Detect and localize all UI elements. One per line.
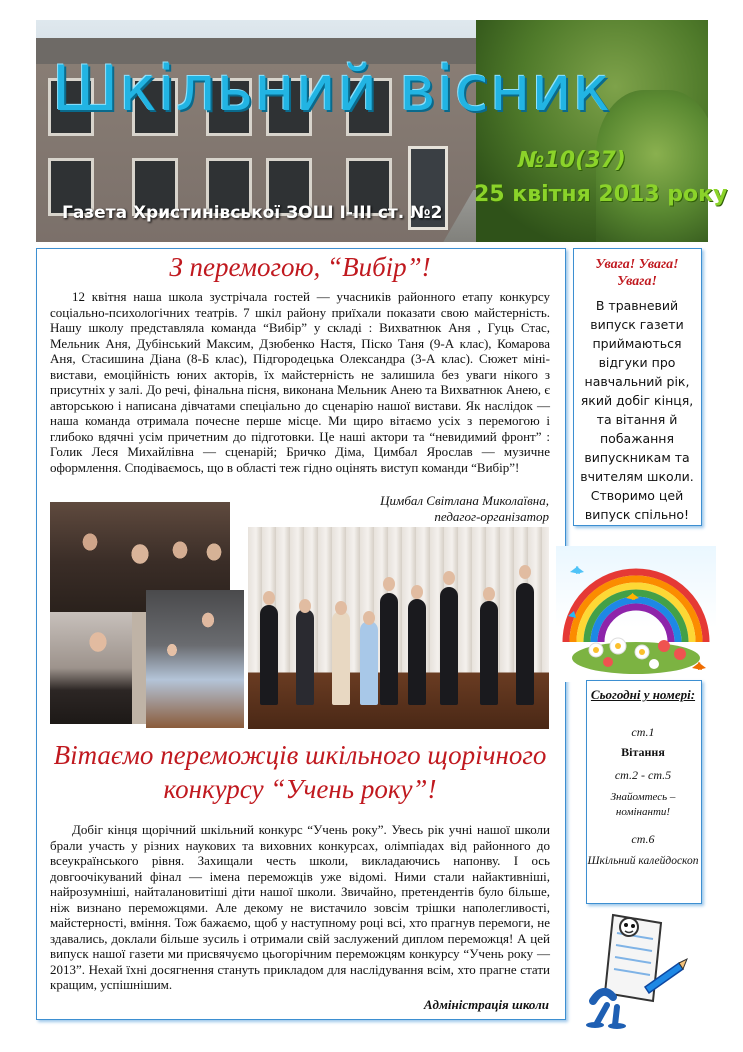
girl-at-screen-photo [50, 612, 132, 724]
contents-heading: Сьогодні у номері: [590, 687, 696, 702]
notice-text: В травневий випуск газети приймаються відгуки про навчальний рік, який добіг кінця, та вітання й побажання випускникам та вчителям школи. Створимо цей випуск спільно! [580, 298, 694, 522]
contents-section-2: Знайомтесь – номінанти! [610, 791, 676, 818]
article-1-body: 12 квітня наша школа зустрічала гостей — учасників районного етапу конкурсу соціально-психологічних театрів. 7 шкіл району приїхали показати свою майстерність. Нашу школу представляла команда “Вибір” у складі : Вихватнюк Аня , Гуць Стас, Мельник Аня, Дубінський Максим, Дзюбенко Настя, Піско Таня (9-А клас), Комарова Аня, Стасишина Діана (8-Б клас), Підгородецька Олександра (3-А клас). Сюжет міні-вистави, емоційність юних акторів, їх майстерність не залишила без уваги нікого з присутніх у залі. До речі, фінальна пісня, виконана Мельник Анею та Вихватнюк Анею, є авторською і написана дівчатами спеціально до сценарію нашої вистави. Як наслідок — наша команда отримала почесне перше місце. Ми щиро вітаємо усіх з перемогою і глибоко вдячні усім причетним до підготовки. Це наші актори та “невидимий фронт” : Голик Леся Михайлівна — сценарій; Бричко Діма, Цимбал Ярослав — музичне оформлення. Сподіваємось, що в області теж гідно оцінять виступ команди “Вибір”! [50, 289, 550, 475]
article-1-headline: З перемогою, “Вибір”! [169, 252, 431, 282]
contents-section-1: Вітання [621, 745, 665, 759]
contents-page-3: ст.6 [631, 832, 655, 846]
newspaper-title: Шкільний вісник [52, 52, 612, 125]
stage-cast-photo [248, 527, 549, 729]
article-1-author-name: Цимбал Світлана Миколаївна, [380, 493, 549, 508]
newspaper-subtitle: Газета Христинівської ЗОШ І-ІІІ ст. №2 [62, 203, 443, 223]
rainbow-flowers-clipart [556, 546, 716, 682]
contents-section-3: Шкільний калейдоскоп [587, 855, 699, 867]
pencil-writer-icon [583, 905, 689, 1029]
article-1-author-role: педагог-організатор [434, 509, 549, 524]
contents-page-2: ст.2 - ст.5 [614, 768, 672, 782]
issue-date: 25 квітня 2013 року [474, 182, 728, 207]
writer-clipart [583, 905, 689, 1029]
article-2-author: Адміністрація школи [423, 997, 549, 1012]
contents-page-1: ст.1 [631, 725, 655, 739]
photo-gap [132, 612, 146, 724]
issue-number: №10(37) [518, 148, 626, 173]
article-2-body: Добіг кінця щорічний шкільний конкурс “Учень року”. Увесь рік учні нашої школи брали участь у різних наукових та виховних конкурсах, олімпіадах від районного до всеукраїнського рівня. Захищали честь школи, викладаючись напонву. І ось довгоочікуваний фінал — імена переможців уже відомі. Ними стали найактивніші, найрозумніші, найталановитіші діти нашої школи. Звичайно, претендентів було більше, ніж визнано переможцями. Але декому не вистачило зовсім трішки наполегливості, майстерності, вміння. Тож бажаємо, щоб у наступному році всі, хто прагнув перемоги, не здавались, доклали більше зусиль і отримали свій заслужений диплом переможця! А цей випуск нашої газети ми присвячуємо цьогорічним переможцям конкурсу “Учень року — 2013”. Нехай їхні досягнення стануть прикладом для наслідування всім, хто прагне стати кращим, успішнішим. [50, 822, 550, 992]
rainbow-icon [556, 546, 716, 682]
notice-title: Увага! Увага! Увага! [595, 257, 679, 289]
performance-scene-photo [146, 590, 244, 728]
article-2-headline: Вітаємо переможців шкільного щорічного конкурсу “Учень року”! [53, 740, 547, 804]
